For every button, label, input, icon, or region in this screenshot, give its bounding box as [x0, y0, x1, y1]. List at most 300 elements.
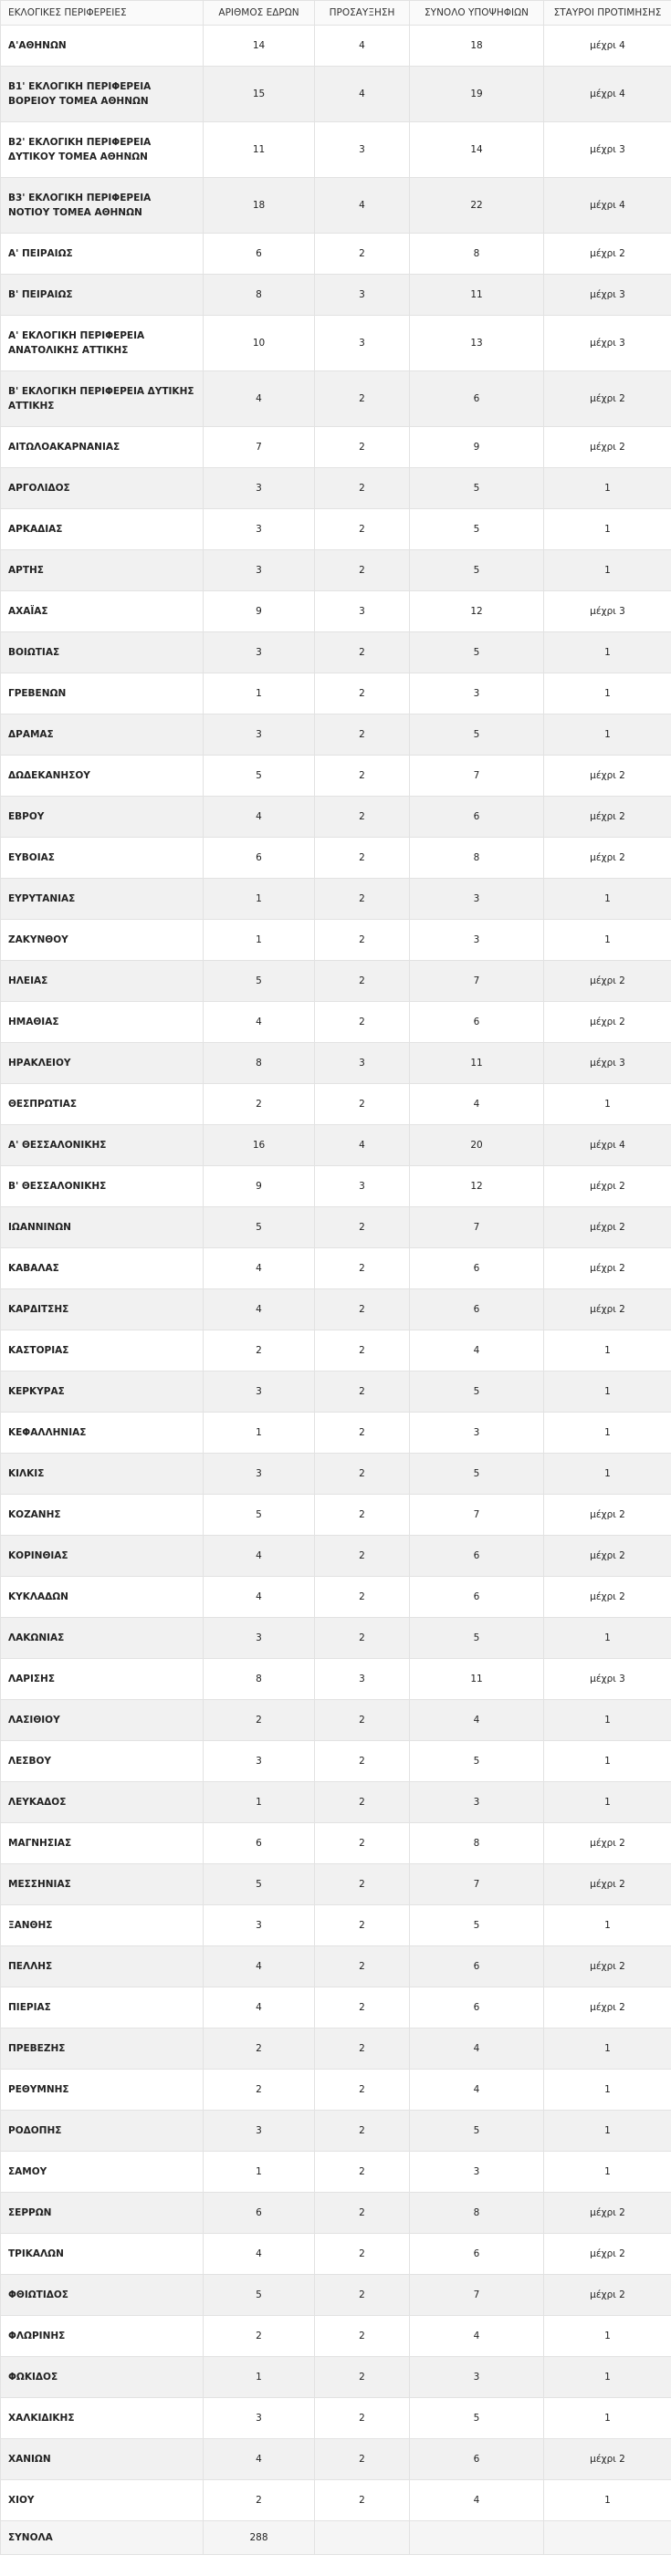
constituency-cell: ΘΕΣΠΡΩΤΙΑΣ — [1, 1084, 204, 1125]
extra-cell: 2 — [315, 1371, 410, 1413]
preference-votes-cell: 1 — [544, 2480, 671, 2521]
preference-votes-cell: 1 — [544, 2152, 671, 2193]
table-row — [1, 1577, 671, 1618]
total-candidates-cell: 6 — [410, 1289, 544, 1330]
preference-votes-cell: 1 — [544, 1084, 671, 1125]
table-row — [1, 2275, 671, 2316]
total-candidates-cell: 12 — [410, 1166, 544, 1207]
total-candidates-cell: 20 — [410, 1125, 544, 1166]
constituency-cell: ΙΩΑΝΝΙΝΩΝ — [1, 1207, 204, 1248]
preference-votes-cell: μέχρι 2 — [544, 234, 671, 275]
extra-cell: 2 — [315, 838, 410, 879]
constituency-cell: ΑΡΓΟΛΙΔΟΣ — [1, 468, 204, 509]
preference-votes-cell: μέχρι 2 — [544, 1207, 671, 1248]
preference-votes-cell: 1 — [544, 1741, 671, 1782]
total-candidates-cell: 5 — [410, 632, 544, 673]
total-candidates-cell: 3 — [410, 673, 544, 714]
seats-cell: 4 — [204, 1536, 315, 1577]
seats-cell: 2 — [204, 2070, 315, 2111]
seats-cell: 4 — [204, 1946, 315, 1987]
total-candidates-cell: 6 — [410, 1536, 544, 1577]
total-candidates-cell: 7 — [410, 961, 544, 1002]
extra-cell: 2 — [315, 2152, 410, 2193]
table-header-row — [1, 1, 671, 26]
seats-cell: 14 — [204, 26, 315, 67]
table-row — [1, 178, 671, 234]
table-row — [1, 961, 671, 1002]
preference-votes-cell: μέχρι 2 — [544, 1946, 671, 1987]
preference-votes-cell: μέχρι 2 — [544, 961, 671, 1002]
constituency-cell: ΠΙΕΡΙΑΣ — [1, 1987, 204, 2028]
table-row — [1, 591, 671, 632]
table-row — [1, 26, 671, 67]
extra-cell: 2 — [315, 1536, 410, 1577]
table-row — [1, 1495, 671, 1536]
constituency-cell: Β' ΘΕΣΣΑΛΟΝΙΚΗΣ — [1, 1166, 204, 1207]
constituency-cell: ΚΑΒΑΛΑΣ — [1, 1248, 204, 1289]
extra-cell: 2 — [315, 1741, 410, 1782]
preference-votes-cell: μέχρι 3 — [544, 591, 671, 632]
constituency-cell: ΜΑΓΝΗΣΙΑΣ — [1, 1823, 204, 1864]
seats-cell: 5 — [204, 1864, 315, 1905]
header-preference-votes: ΣΤΑΥΡΟΙ ΠΡΟΤΙΜΗΣΗΣ — [544, 1, 671, 26]
constituency-cell: Β2' ΕΚΛΟΓΙΚΗ ΠΕΡΙΦΕΡΕΙΑ ΔΥΤΙΚΟΥ ΤΟΜΕΑ ΑΘΗΝΩΝ — [1, 122, 204, 178]
extra-cell: 3 — [315, 1166, 410, 1207]
table-row — [1, 427, 671, 468]
constituency-cell: ΕΥΡΥΤΑΝΙΑΣ — [1, 879, 204, 920]
constituency-cell: ΧΑΝΙΩΝ — [1, 2439, 204, 2480]
table-row — [1, 1905, 671, 1946]
constituency-cell: Α' ΘΕΣΣΑΛΟΝΙΚΗΣ — [1, 1125, 204, 1166]
preference-votes-cell: μέχρι 2 — [544, 1495, 671, 1536]
total-candidates-cell: 7 — [410, 2275, 544, 2316]
seats-cell: 4 — [204, 1248, 315, 1289]
extra-cell: 3 — [315, 122, 410, 178]
total-candidates-cell: 13 — [410, 316, 544, 371]
constituency-cell: ΗΜΑΘΙΑΣ — [1, 1002, 204, 1043]
total-candidates-cell: 6 — [410, 371, 544, 427]
seats-cell: 1 — [204, 2152, 315, 2193]
preference-votes-cell: 1 — [544, 1371, 671, 1413]
extra-cell: 2 — [315, 2316, 410, 2357]
total-candidates-cell: 6 — [410, 2439, 544, 2480]
total-candidates-cell: 6 — [410, 1946, 544, 1987]
preference-votes-cell: 1 — [544, 1700, 671, 1741]
constituency-cell: ΦΛΩΡΙΝΗΣ — [1, 2316, 204, 2357]
total-candidates-cell: 5 — [410, 550, 544, 591]
constituency-cell: ΑΡΤΗΣ — [1, 550, 204, 591]
preference-votes-cell: 1 — [544, 509, 671, 550]
extra-cell: 2 — [315, 1330, 410, 1371]
constituency-cell: ΒΟΙΩΤΙΑΣ — [1, 632, 204, 673]
table-row — [1, 550, 671, 591]
table-row — [1, 1659, 671, 1700]
preference-votes-cell: μέχρι 2 — [544, 2275, 671, 2316]
seats-cell: 2 — [204, 1084, 315, 1125]
constituency-cell: ΑΙΤΩΛΟΑΚΑΡΝΑΝΙΑΣ — [1, 427, 204, 468]
constituency-cell: ΣΑΜΟΥ — [1, 2152, 204, 2193]
preference-votes-cell: μέχρι 4 — [544, 26, 671, 67]
table-row — [1, 1700, 671, 1741]
constituency-cell: ΖΑΚΥΝΘΟΥ — [1, 920, 204, 961]
seats-cell: 3 — [204, 1741, 315, 1782]
total-candidates-cell: 5 — [410, 1371, 544, 1413]
seats-cell: 4 — [204, 2439, 315, 2480]
total-candidates-cell: 5 — [410, 2398, 544, 2439]
seats-cell: 6 — [204, 1823, 315, 1864]
extra-cell: 4 — [315, 26, 410, 67]
table-row — [1, 1125, 671, 1166]
seats-cell: 1 — [204, 1782, 315, 1823]
table-row — [1, 756, 671, 797]
total-candidates-cell: 9 — [410, 427, 544, 468]
table-row — [1, 2439, 671, 2480]
header-total-candidates: ΣΥΝΟΛΟ ΥΠΟΨΗΦΙΩΝ — [410, 1, 544, 26]
extra-cell: 2 — [315, 2028, 410, 2070]
table-row — [1, 2111, 671, 2152]
table-row — [1, 1002, 671, 1043]
seats-cell: 2 — [204, 1330, 315, 1371]
seats-cell: 4 — [204, 1577, 315, 1618]
constituency-cell: ΡΕΘΥΜΝΗΣ — [1, 2070, 204, 2111]
preference-votes-cell: μέχρι 3 — [544, 275, 671, 316]
preference-votes-cell: μέχρι 2 — [544, 1289, 671, 1330]
table-row — [1, 1946, 671, 1987]
seats-cell: 3 — [204, 2398, 315, 2439]
table-row — [1, 797, 671, 838]
table-row — [1, 509, 671, 550]
preference-votes-cell: 1 — [544, 632, 671, 673]
header-constituency: ΕΚΛΟΓΙΚΕΣ ΠΕΡΙΦΕΡΕΙΕΣ — [1, 1, 204, 26]
preference-votes-cell: 1 — [544, 1454, 671, 1495]
extra-cell: 2 — [315, 2480, 410, 2521]
total-candidates-cell: 11 — [410, 275, 544, 316]
totals-row — [1, 2521, 671, 2555]
extra-cell: 2 — [315, 1454, 410, 1495]
preference-votes-cell: μέχρι 2 — [544, 797, 671, 838]
total-candidates-cell: 5 — [410, 509, 544, 550]
extra-cell: 2 — [315, 550, 410, 591]
preference-votes-cell: μέχρι 3 — [544, 316, 671, 371]
seats-cell: 8 — [204, 275, 315, 316]
preference-votes-cell: μέχρι 2 — [544, 1577, 671, 1618]
extra-cell: 2 — [315, 2111, 410, 2152]
table-row — [1, 1413, 671, 1454]
constituency-cell: ΦΘΙΩΤΙΔΟΣ — [1, 2275, 204, 2316]
seats-cell: 5 — [204, 756, 315, 797]
table-row — [1, 2357, 671, 2398]
table-row — [1, 879, 671, 920]
seats-cell: 18 — [204, 178, 315, 234]
constituency-cell: ΧΑΛΚΙΔΙΚΗΣ — [1, 2398, 204, 2439]
seats-cell: 6 — [204, 234, 315, 275]
extra-cell: 4 — [315, 178, 410, 234]
extra-cell: 2 — [315, 1207, 410, 1248]
table-row — [1, 1864, 671, 1905]
seats-cell: 3 — [204, 468, 315, 509]
preference-votes-cell: μέχρι 2 — [544, 1987, 671, 2028]
seats-cell: 10 — [204, 316, 315, 371]
table-row — [1, 371, 671, 427]
totals-constituency-cell: ΣΥΝΟΛΑ — [1, 2521, 204, 2555]
seats-cell: 15 — [204, 67, 315, 122]
table-row — [1, 1823, 671, 1864]
seats-cell: 4 — [204, 371, 315, 427]
total-candidates-cell: 8 — [410, 2193, 544, 2234]
table-row — [1, 1536, 671, 1577]
preference-votes-cell: 1 — [544, 2398, 671, 2439]
preference-votes-cell: 1 — [544, 1905, 671, 1946]
constituency-cell: ΛΑΚΩΝΙΑΣ — [1, 1618, 204, 1659]
total-candidates-cell: 5 — [410, 1741, 544, 1782]
table-row — [1, 1741, 671, 1782]
seats-cell: 8 — [204, 1043, 315, 1084]
extra-cell: 2 — [315, 2275, 410, 2316]
total-candidates-cell: 8 — [410, 1823, 544, 1864]
total-candidates-cell: 8 — [410, 838, 544, 879]
preference-votes-cell: 1 — [544, 714, 671, 756]
seats-cell: 1 — [204, 673, 315, 714]
extra-cell: 2 — [315, 2234, 410, 2275]
table-row — [1, 673, 671, 714]
extra-cell: 2 — [315, 427, 410, 468]
extra-cell: 2 — [315, 1618, 410, 1659]
seats-cell: 2 — [204, 2028, 315, 2070]
seats-cell: 6 — [204, 838, 315, 879]
table-row — [1, 1371, 671, 1413]
extra-cell: 2 — [315, 797, 410, 838]
constituency-cell: ΓΡΕΒΕΝΩΝ — [1, 673, 204, 714]
seats-cell: 1 — [204, 1413, 315, 1454]
preference-votes-cell: 1 — [544, 879, 671, 920]
total-candidates-cell: 3 — [410, 2152, 544, 2193]
constituency-cell: ΚΙΛΚΙΣ — [1, 1454, 204, 1495]
extra-cell: 2 — [315, 1782, 410, 1823]
preference-votes-cell: 1 — [544, 2357, 671, 2398]
extra-cell: 2 — [315, 961, 410, 1002]
constituency-cell: ΛΕΣΒΟΥ — [1, 1741, 204, 1782]
extra-cell: 2 — [315, 756, 410, 797]
extra-cell: 2 — [315, 1700, 410, 1741]
total-candidates-cell: 5 — [410, 1618, 544, 1659]
seats-cell: 2 — [204, 2480, 315, 2521]
total-candidates-cell: 6 — [410, 1987, 544, 2028]
constituency-cell: Β1' ΕΚΛΟΓΙΚΗ ΠΕΡΙΦΕΡΕΙΑ ΒΟΡΕΙΟΥ ΤΟΜΕΑ ΑΘΗΝΩΝ — [1, 67, 204, 122]
extra-cell: 2 — [315, 1987, 410, 2028]
extra-cell: 2 — [315, 1002, 410, 1043]
total-candidates-cell: 5 — [410, 468, 544, 509]
table-row — [1, 2070, 671, 2111]
constituency-cell: ΚΥΚΛΑΔΩΝ — [1, 1577, 204, 1618]
extra-cell: 2 — [315, 2357, 410, 2398]
extra-cell: 2 — [315, 234, 410, 275]
total-candidates-cell: 3 — [410, 1413, 544, 1454]
totals-total-candidates-cell — [410, 2521, 544, 2555]
table-row — [1, 1330, 671, 1371]
extra-cell: 3 — [315, 275, 410, 316]
total-candidates-cell: 6 — [410, 1002, 544, 1043]
table-row — [1, 234, 671, 275]
table-row — [1, 920, 671, 961]
table-row — [1, 122, 671, 178]
seats-cell: 3 — [204, 2111, 315, 2152]
total-candidates-cell: 19 — [410, 67, 544, 122]
constituency-cell: Β3' ΕΚΛΟΓΙΚΗ ΠΕΡΙΦΕΡΕΙΑ ΝΟΤΙΟΥ ΤΟΜΕΑ ΑΘΗΝΩΝ — [1, 178, 204, 234]
preference-votes-cell: μέχρι 2 — [544, 371, 671, 427]
preference-votes-cell: μέχρι 3 — [544, 1043, 671, 1084]
constituency-cell: Α' ΕΚΛΟΓΙΚΗ ΠΕΡΙΦΕΡΕΙΑ ΑΝΑΤΟΛΙΚΗΣ ΑΤΤΙΚΗΣ — [1, 316, 204, 371]
constituency-cell: ΚΑΣΤΟΡΙΑΣ — [1, 1330, 204, 1371]
preference-votes-cell: μέχρι 2 — [544, 756, 671, 797]
preference-votes-cell: μέχρι 2 — [544, 1864, 671, 1905]
preference-votes-cell: 1 — [544, 2070, 671, 2111]
table-row — [1, 1043, 671, 1084]
constituency-cell: ΜΕΣΣΗΝΙΑΣ — [1, 1864, 204, 1905]
preference-votes-cell: μέχρι 4 — [544, 178, 671, 234]
seats-cell: 2 — [204, 2316, 315, 2357]
seats-cell: 1 — [204, 2357, 315, 2398]
extra-cell: 2 — [315, 632, 410, 673]
constituency-cell: ΧΙΟΥ — [1, 2480, 204, 2521]
constituency-cell: Β' ΠΕΙΡΑΙΩΣ — [1, 275, 204, 316]
total-candidates-cell: 4 — [410, 1330, 544, 1371]
preference-votes-cell: μέχρι 2 — [544, 427, 671, 468]
total-candidates-cell: 14 — [410, 122, 544, 178]
table-row — [1, 2152, 671, 2193]
total-candidates-cell: 4 — [410, 2316, 544, 2357]
constituency-cell: ΑΧΑΪΑΣ — [1, 591, 204, 632]
seats-cell: 4 — [204, 1002, 315, 1043]
preference-votes-cell: 1 — [544, 2111, 671, 2152]
extra-cell: 4 — [315, 1125, 410, 1166]
total-candidates-cell: 11 — [410, 1043, 544, 1084]
seats-cell: 3 — [204, 550, 315, 591]
seats-cell: 6 — [204, 2193, 315, 2234]
table-row — [1, 1289, 671, 1330]
table-row — [1, 275, 671, 316]
preference-votes-cell: 1 — [544, 2316, 671, 2357]
total-candidates-cell: 5 — [410, 1905, 544, 1946]
seats-cell: 2 — [204, 1700, 315, 1741]
extra-cell: 2 — [315, 2439, 410, 2480]
seats-cell: 3 — [204, 714, 315, 756]
total-candidates-cell: 3 — [410, 1782, 544, 1823]
table-row — [1, 2193, 671, 2234]
seats-cell: 5 — [204, 1495, 315, 1536]
total-candidates-cell: 7 — [410, 756, 544, 797]
seats-cell: 3 — [204, 1905, 315, 1946]
seats-cell: 9 — [204, 1166, 315, 1207]
extra-cell: 2 — [315, 468, 410, 509]
total-candidates-cell: 6 — [410, 1248, 544, 1289]
constituency-cell: Α' ΠΕΙΡΑΙΩΣ — [1, 234, 204, 275]
preference-votes-cell: μέχρι 4 — [544, 1125, 671, 1166]
total-candidates-cell: 12 — [410, 591, 544, 632]
table-row — [1, 67, 671, 122]
constituency-cell: ΕΒΡΟΥ — [1, 797, 204, 838]
constituency-cell: ΚΟΡΙΝΘΙΑΣ — [1, 1536, 204, 1577]
total-candidates-cell: 3 — [410, 920, 544, 961]
table-row — [1, 2316, 671, 2357]
table-row — [1, 2398, 671, 2439]
table-row — [1, 714, 671, 756]
extra-cell: 2 — [315, 714, 410, 756]
constituency-cell: ΗΛΕΙΑΣ — [1, 961, 204, 1002]
table-row — [1, 1454, 671, 1495]
constituency-cell: ΛΑΡΙΣΗΣ — [1, 1659, 204, 1700]
total-candidates-cell: 3 — [410, 2357, 544, 2398]
constituency-cell: ΚΟΖΑΝΗΣ — [1, 1495, 204, 1536]
table-row — [1, 2234, 671, 2275]
total-candidates-cell: 3 — [410, 879, 544, 920]
seats-cell: 3 — [204, 632, 315, 673]
extra-cell: 2 — [315, 509, 410, 550]
preference-votes-cell: 1 — [544, 1413, 671, 1454]
seats-cell: 11 — [204, 122, 315, 178]
table-row — [1, 632, 671, 673]
preference-votes-cell: μέχρι 3 — [544, 122, 671, 178]
constituency-cell: ΡΟΔΟΠΗΣ — [1, 2111, 204, 2152]
table-row — [1, 1084, 671, 1125]
extra-cell: 2 — [315, 2070, 410, 2111]
total-candidates-cell: 11 — [410, 1659, 544, 1700]
preference-votes-cell: 1 — [544, 1782, 671, 1823]
extra-cell: 2 — [315, 1289, 410, 1330]
seats-cell: 9 — [204, 591, 315, 632]
preference-votes-cell: 1 — [544, 1618, 671, 1659]
extra-cell: 2 — [315, 1413, 410, 1454]
preference-votes-cell: 1 — [544, 1330, 671, 1371]
seats-cell: 16 — [204, 1125, 315, 1166]
seats-cell: 4 — [204, 797, 315, 838]
table-row — [1, 1987, 671, 2028]
preference-votes-cell: μέχρι 2 — [544, 2234, 671, 2275]
constituency-cell: ΗΡΑΚΛΕΙΟΥ — [1, 1043, 204, 1084]
preference-votes-cell: μέχρι 2 — [544, 1248, 671, 1289]
extra-cell: 2 — [315, 1084, 410, 1125]
preference-votes-cell: 1 — [544, 673, 671, 714]
seats-cell: 4 — [204, 1987, 315, 2028]
table-row — [1, 2028, 671, 2070]
extra-cell: 2 — [315, 2398, 410, 2439]
total-candidates-cell: 7 — [410, 1864, 544, 1905]
extra-cell: 2 — [315, 879, 410, 920]
seats-cell: 5 — [204, 961, 315, 1002]
extra-cell: 2 — [315, 920, 410, 961]
extra-cell: 2 — [315, 1248, 410, 1289]
table-row — [1, 838, 671, 879]
extra-cell: 2 — [315, 1946, 410, 1987]
constituency-cell: ΔΡΑΜΑΣ — [1, 714, 204, 756]
table-row — [1, 468, 671, 509]
table-body — [1, 26, 671, 2555]
total-candidates-cell: 8 — [410, 234, 544, 275]
total-candidates-cell: 5 — [410, 1454, 544, 1495]
total-candidates-cell: 6 — [410, 1577, 544, 1618]
total-candidates-cell: 4 — [410, 2028, 544, 2070]
header-extra: ΠΡΟΣΑΥΞΗΣΗ — [315, 1, 410, 26]
constituency-cell: ΛΕΥΚΑΔΟΣ — [1, 1782, 204, 1823]
total-candidates-cell: 4 — [410, 2070, 544, 2111]
extra-cell: 3 — [315, 591, 410, 632]
total-candidates-cell: 18 — [410, 26, 544, 67]
total-candidates-cell: 7 — [410, 1207, 544, 1248]
extra-cell: 2 — [315, 1864, 410, 1905]
constituency-cell: Β' ΕΚΛΟΓΙΚΗ ΠΕΡΙΦΕΡΕΙΑ ΔΥΤΙΚΗΣ ΑΤΤΙΚΗΣ — [1, 371, 204, 427]
constituency-cell: ΚΕΦΑΛΛΗΝΙΑΣ — [1, 1413, 204, 1454]
total-candidates-cell: 7 — [410, 1495, 544, 1536]
extra-cell: 2 — [315, 673, 410, 714]
